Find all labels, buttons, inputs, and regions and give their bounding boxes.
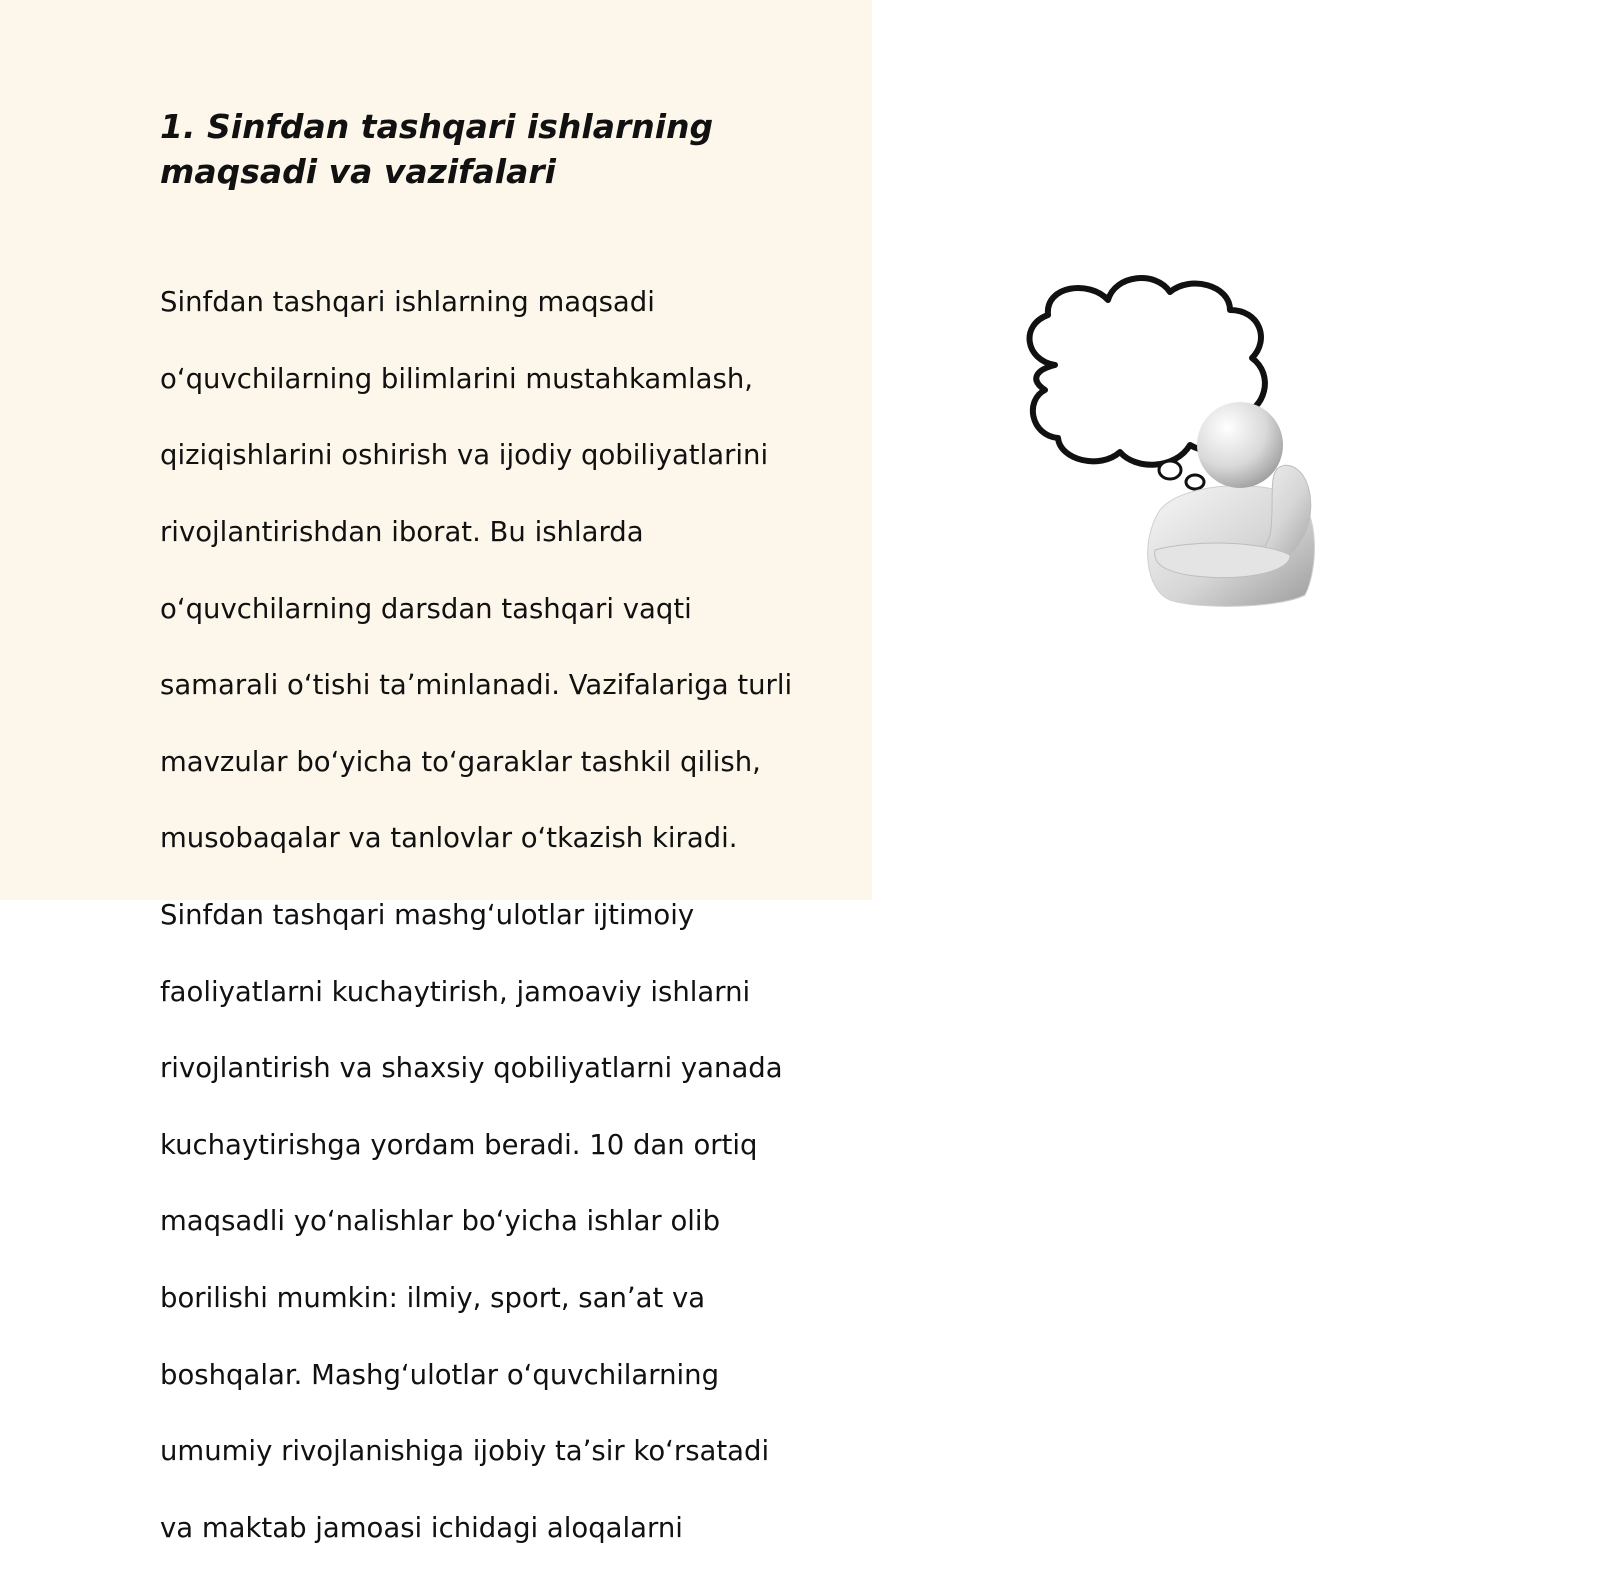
body-line: umumiy rivojlanishiga ijobiy taʼsir koʻrsatadi xyxy=(160,1435,770,1468)
body-line: qiziqishlarini oshirish va ijodiy qobiliyatlarini xyxy=(160,439,769,472)
body-line: Sinfdan tashqari ishlarning maqsadi xyxy=(160,286,655,319)
body-line: musobaqalar va tanlovlar oʻtkazish kiradi. xyxy=(160,822,738,855)
slide-title: 1. Sinfdan tashqari ishlarning maqsadi va vazifalari xyxy=(160,107,714,191)
body-line: maqsadli yoʻnalishlar boʻyicha ishlar olib xyxy=(160,1205,721,1238)
body-line: faoliyatlarni kuchaytirish, jamoaviy ishlarni xyxy=(160,975,751,1008)
slide-body-text xyxy=(160,245,850,1585)
body-line: boshqalar. Mashgʻulotlar oʻquvchilarning xyxy=(160,1358,720,1391)
body-line: kuchaytirishga yordam beradi. 10 dan ortiq xyxy=(160,1128,758,1161)
body-line: rivojlantirish va shaxsiy qobiliyatlarni yanada xyxy=(160,1052,783,1085)
body-line: borilishi mumkin: ilmiy, sport, sanʼat va xyxy=(160,1282,706,1315)
thinking-person-icon xyxy=(1020,270,1350,620)
body-line: Sinfdan tashqari mashgʻulotlar ijtimoiy xyxy=(160,899,695,932)
body-line: rivojlantirishdan iborat. Bu ishlarda xyxy=(160,516,644,549)
body-line: samarali oʻtishi taʼminlanadi. Vazifalariga turli xyxy=(160,669,793,702)
body-line: oʻquvchilarning bilimlarini mustahkamlash, xyxy=(160,362,754,395)
body-line: mavzular boʻyicha toʻgaraklar tashkil qilish, xyxy=(160,745,761,778)
body-line: va maktab jamoasi ichidagi aloqalarni xyxy=(160,1511,683,1544)
body-line: oʻquvchilarning darsdan tashqari vaqti xyxy=(160,592,692,625)
